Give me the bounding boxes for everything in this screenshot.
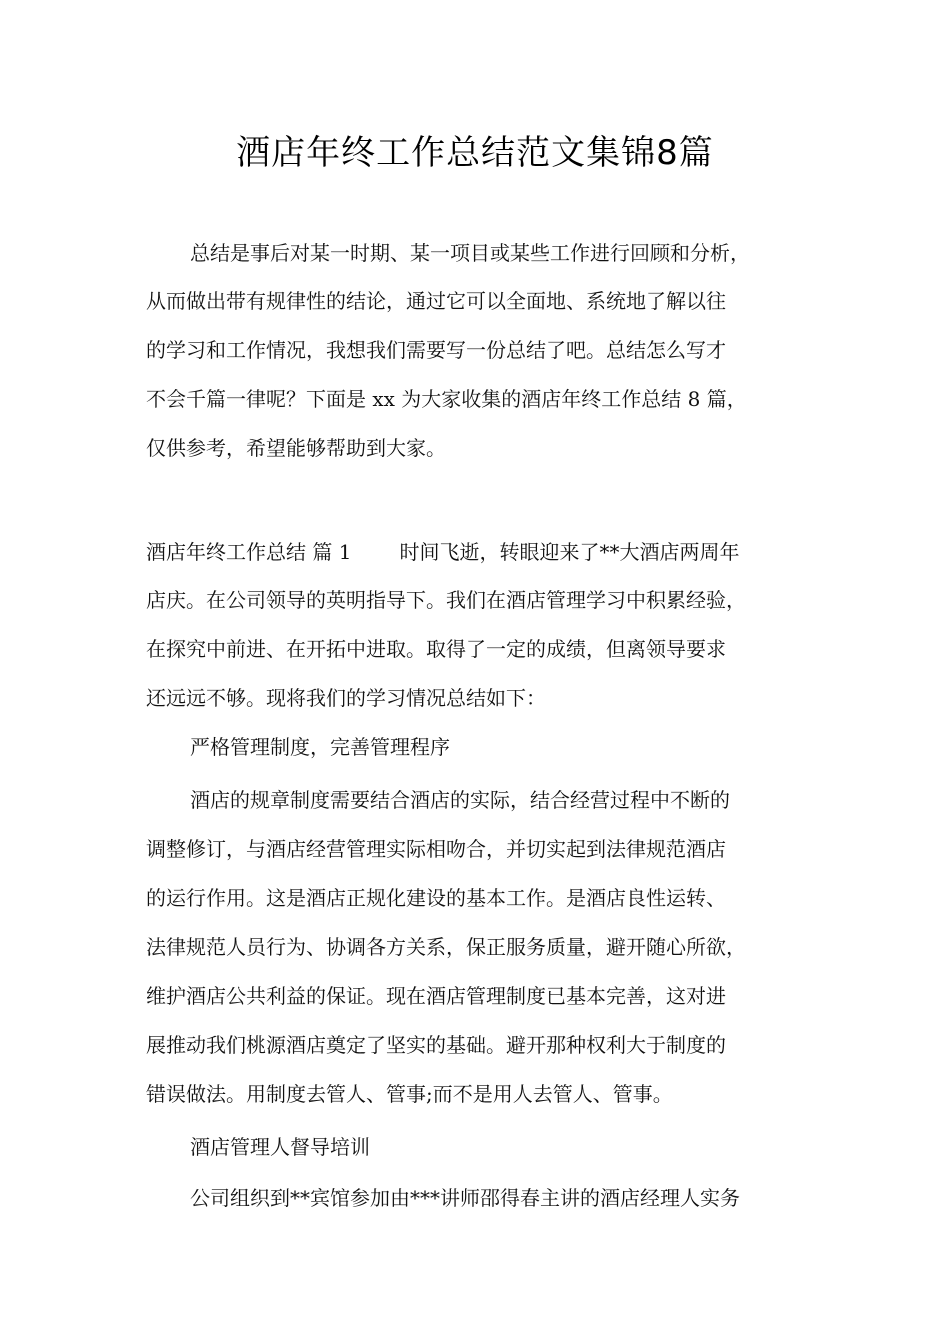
- paragraph-line: 的运行作用。这是酒店正规化建设的基本工作。是酒店良性运转、: [146, 886, 726, 910]
- paragraph-line: 错误做法。用制度去管人、管事;而不是用人去管人、管事。: [146, 1082, 673, 1106]
- paragraph-line: 还远远不够。现将我们的学习情况总结如下：: [146, 686, 546, 710]
- intro-line: 总结是事后对某一时期、某一项目或某些工作进行回顾和分析，: [190, 241, 750, 265]
- subheading: 严格管理制度，完善管理程序: [190, 735, 450, 759]
- document-title: 酒店年终工作总结范文集锦8篇: [236, 133, 714, 173]
- paragraph-line: 公司组织到**宾馆参加由***讲师邵得春主讲的酒店经理人实务: [190, 1186, 740, 1210]
- intro-line: 不会千篇一律呢？下面是 xx 为大家收集的酒店年终工作总结 8 篇，: [146, 387, 747, 411]
- paragraph-line: 店庆。在公司领导的英明指导下。我们在酒店管理学习中积累经验，: [146, 588, 746, 612]
- intro-line: 仅供参考，希望能够帮助到大家。: [146, 436, 446, 460]
- paragraph-line: 在探究中前进、在开拓中进取。取得了一定的成绩，但离领导要求: [146, 637, 726, 661]
- section-first-line-text: 时间飞逝，转眼迎来了**大酒店两周年: [399, 540, 740, 564]
- paragraph-line: 维护酒店公共利益的保证。现在酒店管理制度已基本完善，这对进: [146, 984, 726, 1008]
- intro-line: 的学习和工作情况，我想我们需要写一份总结了吧。总结怎么写才: [146, 338, 726, 362]
- subheading: 酒店管理人督导培训: [190, 1135, 370, 1159]
- paragraph-line: 展推动我们桃源酒店奠定了坚实的基础。避开那种权利大于制度的: [146, 1033, 726, 1057]
- paragraph-line: 调整修订，与酒店经营管理实际相吻合，并切实起到法律规范酒店: [146, 837, 726, 861]
- intro-line: 从而做出带有规律性的结论，通过它可以全面地、系统地了解以往: [146, 289, 726, 313]
- paragraph-line: 法律规范人员行为、协调各方关系，保正服务质量，避开随心所欲，: [146, 935, 746, 959]
- section-heading: 酒店年终工作总结 篇 1: [146, 540, 352, 564]
- section-heading-line: [146, 537, 739, 567]
- paragraph-line: 酒店的规章制度需要结合酒店的实际，结合经营过程中不断的: [190, 788, 730, 812]
